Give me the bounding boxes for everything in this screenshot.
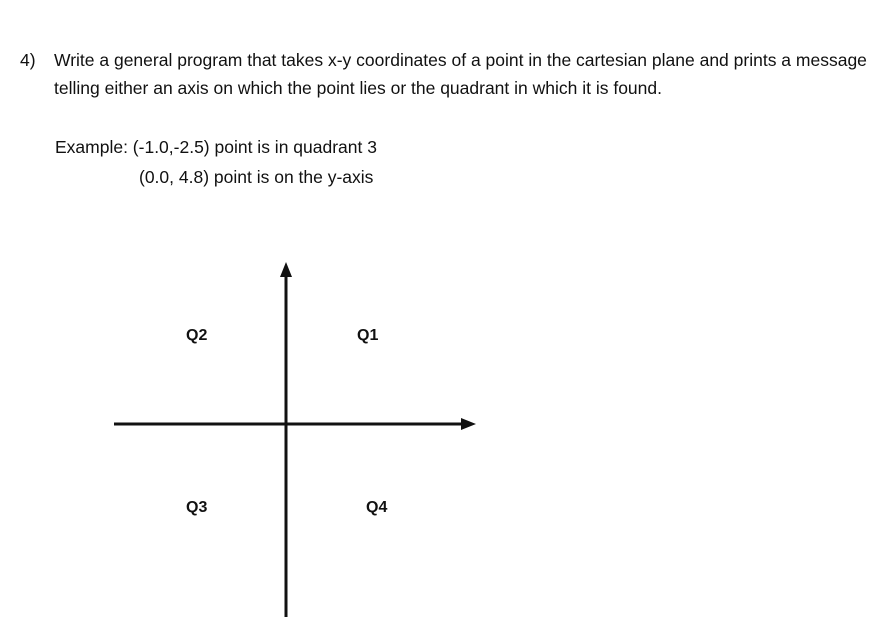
y-axis-arrow-icon [280, 262, 292, 277]
question-text: Write a general program that takes x-y coordinates of a point in the cartesian plane and prints a message telling either an axis on which the point lies or the quadrant in which it is found. [54, 50, 867, 98]
x-axis-arrow-icon [461, 418, 476, 430]
quadrant-label-q4: Q4 [366, 499, 388, 516]
quadrant-label-q3: Q3 [186, 499, 208, 516]
example-line-2: (0.0, 4.8) point is on the y-axis [139, 167, 374, 187]
example-line-1: Example: (-1.0,-2.5) point is in quadrant 3 [55, 137, 377, 157]
quadrant-label-q2: Q2 [186, 327, 208, 344]
question-number: 4) [20, 50, 36, 70]
quadrant-label-q1: Q1 [357, 327, 379, 344]
